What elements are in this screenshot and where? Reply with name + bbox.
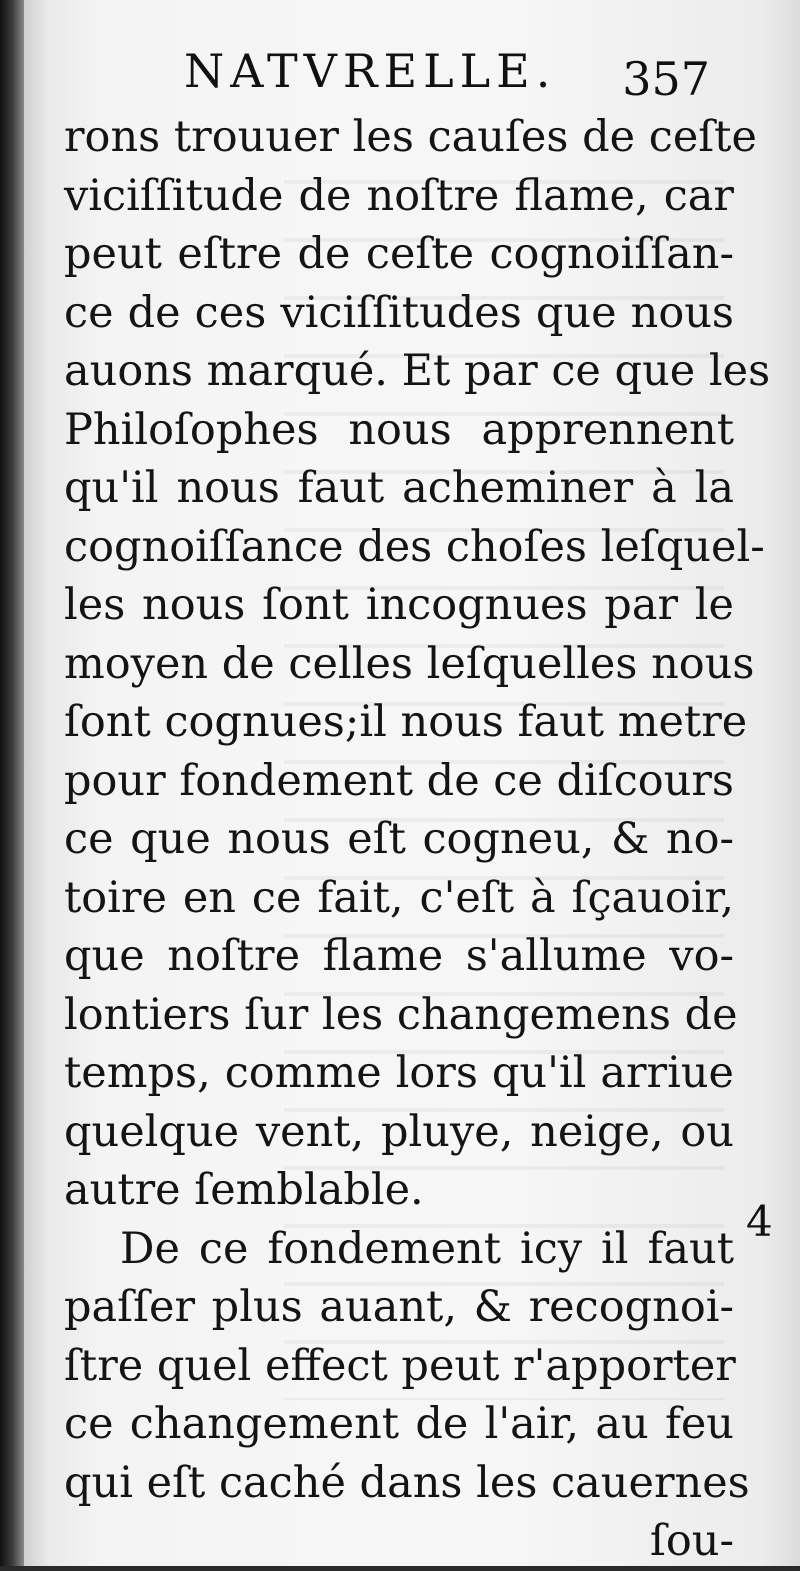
text-line: qu'il nous faut acheminer à la	[64, 463, 734, 513]
text-line: qui eſt caché dans les cauernes	[64, 1457, 750, 1508]
text-line: Philoſophes nous apprennent	[64, 404, 734, 455]
text-line: ſont cognues;il nous faut metre	[64, 697, 748, 747]
text-line: cognoiſſance des choſes leſquel-	[64, 521, 765, 572]
running-head: NATVRELLE.	[184, 44, 557, 98]
page-number: 357	[622, 52, 710, 106]
text-line: les nous ſont incognues par le	[64, 580, 734, 630]
text-line: paſſer plus auant, & recognoi-	[64, 1282, 734, 1332]
paragraph-end-line: autre ſemblable.	[64, 1165, 424, 1215]
text-line: ſtre quel effect peut r'apporter	[64, 1340, 736, 1391]
text-line: lontiers ſur les changemens de	[64, 989, 738, 1040]
paragraph-start-line: De ce fondement icy il faut	[120, 1223, 734, 1274]
text-line: rons trouuer les cauſes de ceſte	[64, 112, 757, 162]
catchword: ſou-	[649, 1516, 734, 1566]
text-line: viciſſitude de noſtre flame, car	[64, 170, 734, 221]
text-line: ce que nous eſt cogneu, & no-	[64, 814, 734, 864]
body-text	[64, 108, 771, 1571]
text-line: pour fondement de ce diſcours	[64, 755, 734, 806]
text-line: ce de ces viciſſitudes que nous	[64, 287, 734, 338]
margin-note: 4	[746, 1197, 773, 1246]
book-gutter	[0, 0, 24, 1566]
text-line: quelque vent, pluye, neige, ou	[64, 1106, 734, 1157]
text-line: ce changement de l'air, au feu	[64, 1399, 734, 1449]
text-line: toire en ce fait, c'eſt à ſçauoir,	[64, 872, 734, 923]
page-header	[160, 38, 720, 108]
text-line: que noſtre flame s'allume vo-	[64, 931, 734, 981]
text-line: moyen de celles leſquelles nous	[64, 638, 755, 689]
text-line: auons marqué. Et par ce que les	[64, 346, 771, 396]
text-line: peut eſtre de ceſte cognoiſſan-	[64, 229, 734, 279]
text-line: temps, comme lors qu'il arriue	[64, 1048, 734, 1098]
